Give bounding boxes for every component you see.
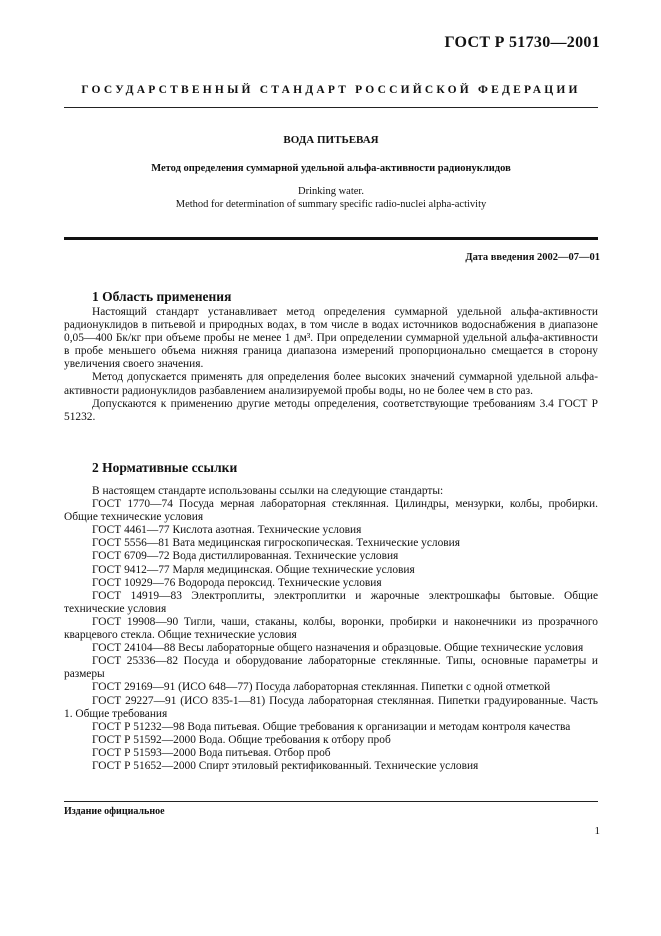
reference-item: ГОСТ 24104—88 Весы лабораторные общего назначения и образцовые. Общие технические условия xyxy=(92,642,584,655)
introduction-date: Дата введения 2002—07—01 xyxy=(465,252,600,263)
document-title-ru: ВОДА ПИТЬЕВАЯ xyxy=(283,134,379,146)
reference-item: ГОСТ Р 51652—2000 Спирт этиловый ректификованный. Технические условия xyxy=(92,759,479,772)
document-subtitle-ru: Метод определения суммарной удельной альфа-активности радионуклидов xyxy=(151,163,511,174)
section-2-body xyxy=(64,485,598,773)
scope-paragraph: Настоящий стандарт устанавливает метод определения суммарной удельной альфа-активности радионуклидов в питьевой и природных водах, в том числе в водах источников водоснабжения в диапазоне 0,05—400 Бк/кг при объеме пробы не менее 1 дм³. При определении суммарной удельной альфа-активности в пробе меньшего объема нижняя граница диапазона измерений пропорционально смещается в сторону увеличения своего значения. xyxy=(64,306,598,371)
reference-item: ГОСТ 10929—76 Водорода пероксид. Технические условия xyxy=(92,576,382,589)
footer-divider xyxy=(64,801,598,802)
reference-item: ГОСТ 29169—91 (ИСО 648—77) Посуда лабораторная стеклянная. Пипетки с одной отметкой xyxy=(92,681,551,694)
reference-item: ГОСТ 5556—81 Вата медицинская гигроскопическая. Технические условия xyxy=(92,537,461,550)
document-title-en: Drinking water. xyxy=(298,186,364,197)
reference-item: ГОСТ Р 51593—2000 Вода питьевая. Отбор проб xyxy=(92,746,331,759)
references-intro: В настоящем стандарте использованы ссылки на следующие стандарты: xyxy=(92,485,444,497)
scope-paragraph: Метод допускается применять для определения более высоких значений суммарной удельной альфа-активности радионуклидов разбавлением анализируемой пробы воды, но не более чем в сто раз. xyxy=(64,371,598,397)
header-divider xyxy=(64,107,598,108)
reference-item: ГОСТ 29227—91 (ИСО 835-1—81) Посуда лабораторная стеклянная. Пипетки градуированные. Часть 1. Общие требования xyxy=(64,694,598,720)
section-2-heading: 2 Нормативные ссылки xyxy=(92,460,238,475)
reference-item: ГОСТ 1770—74 Посуда мерная лабораторная стеклянная. Цилиндры, мензурки, колбы, пробирки. Общие технические условия xyxy=(64,498,598,524)
scope-paragraph: Допускаются к применению другие методы определения, соответствующие требованиям 3.4 ГОСТ Р 51232. xyxy=(64,397,598,423)
section-1-heading: 1 Область применения xyxy=(92,289,232,304)
reference-item: ГОСТ 25336—82 Посуда и оборудование лабораторные стеклянные. Типы, основные параметры и размеры xyxy=(64,655,598,681)
document-subtitle-en: Method for determination of summary specific radio-nuclei alpha-activity xyxy=(175,199,487,210)
reference-item: ГОСТ 19908—90 Тигли, чаши, стаканы, колбы, воронки, пробирки и наконечники из прозрачного кварцевого стекла. Общие технические условия xyxy=(64,615,598,642)
reference-item: ГОСТ 6709—72 Вода дистиллированная. Технические условия xyxy=(92,550,399,563)
document-number: ГОСТ Р 51730—2001 xyxy=(444,34,600,51)
reference-item: ГОСТ 9412—77 Марля медицинская. Общие технические условия xyxy=(92,563,415,576)
reference-item: ГОСТ Р 51232—98 Вода питьевая. Общие требования к организации и методам контроля качества xyxy=(92,720,571,733)
official-edition-label: Издание официальное xyxy=(64,806,165,817)
title-divider xyxy=(64,237,598,240)
reference-item: ГОСТ 14919—83 Электроплиты, электроплитки и жарочные электрошкафы бытовые. Общие технические условия xyxy=(64,589,598,615)
section-1-body xyxy=(64,306,598,424)
page-number: 1 xyxy=(594,825,600,837)
state-standard-header: ГОСУДАРСТВЕННЫЙ СТАНДАРТ РОССИЙСКОЙ ФЕДЕРАЦИИ xyxy=(81,84,581,96)
reference-item: ГОСТ Р 51592—2000 Вода. Общие требования к отбору проб xyxy=(92,733,391,746)
reference-item: ГОСТ 4461—77 Кислота азотная. Технические условия xyxy=(92,524,362,537)
